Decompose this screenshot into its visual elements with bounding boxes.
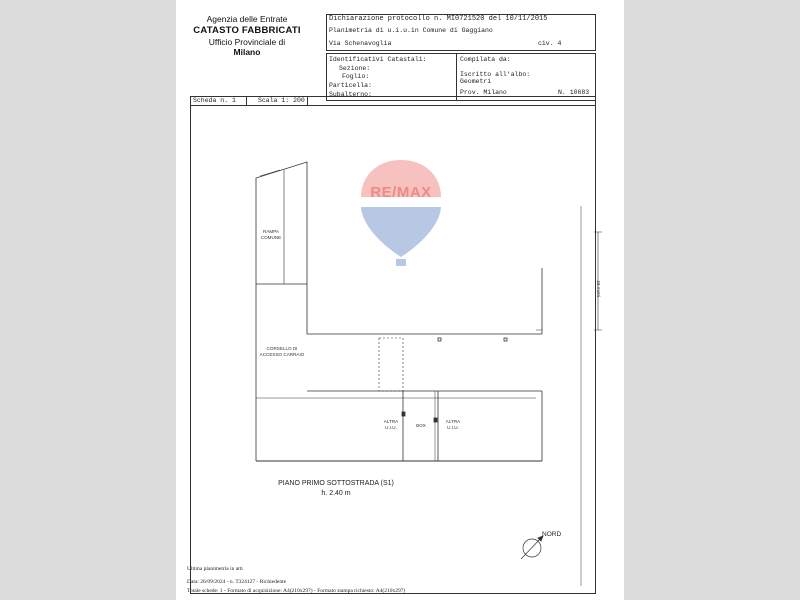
scheda-label: Scheda n. 1	[193, 97, 236, 104]
altra-uiu-right-label: ALTRA U.I.U.	[445, 419, 461, 430]
catasto-title: CATASTO FABBRICATI	[193, 24, 301, 36]
remax-watermark-text: RE/MAX	[370, 184, 432, 201]
identificativi-label: Identificativi Catastali:	[329, 56, 427, 63]
corsello-label: CORSELLO DI ACCESSO CARRAIO	[259, 346, 305, 357]
corridor-top-wall	[307, 268, 542, 334]
box-label: BOX	[416, 423, 426, 428]
footer-ultima: Ultima planimetria in atti	[187, 566, 243, 572]
particella-label: Particella:	[329, 82, 372, 89]
floor-height: h. 2.40 m	[321, 489, 351, 497]
nord-label: NORD	[542, 531, 562, 538]
floor-plan	[176, 0, 624, 600]
footer-totale: Totale schede: 1 - Formato di acquisizione: A4(210x297) - Formato stampa richiesto: A4(210x297)	[187, 588, 406, 594]
civ-line: civ. 4	[538, 40, 562, 47]
planimetria-line: Planimetria di u.i.u.in Comune di Gaggiano	[329, 27, 493, 34]
agency-name: Agenzia delle Entrate	[206, 14, 288, 24]
ramp-outline	[256, 162, 307, 461]
scala-label: Scala 1: 200	[258, 97, 305, 104]
dimension-label: 18 metri	[595, 280, 601, 298]
office-label: Ufficio Provinciale di	[208, 36, 286, 47]
compilata-label: Compilata da:	[460, 56, 511, 63]
foglio-label: Foglio:	[342, 73, 370, 80]
footer-data: Data: 26/09/2024 - n. T324127 - Richiedente	[187, 579, 287, 585]
via-line: Via Schenavoglia	[329, 40, 392, 47]
numero-label: N. 10683	[558, 89, 590, 96]
subalterno-label: Subalterno:	[329, 91, 372, 98]
sezione-label: Sezione:	[339, 65, 371, 72]
floor-level: PIANO PRIMO SOTTOSTRADA (S1)	[278, 480, 394, 487]
geometri-label: Geometri	[460, 78, 492, 85]
floor-caption	[271, 479, 401, 499]
iscritto-label: Iscritto all'albo:	[460, 71, 531, 78]
prov-label: Prov. Milano	[460, 89, 507, 96]
rampa-label: RAMPA COMUNE	[260, 229, 282, 240]
dichiarazione-line: Dichiarazione protocollo n. MI0721520 del 10/11/2015	[329, 15, 548, 23]
office-city: Milano	[233, 47, 261, 58]
altra-uiu-left-label: ALTRA U.I.U.	[383, 419, 399, 430]
cadastral-sheet	[176, 0, 624, 600]
